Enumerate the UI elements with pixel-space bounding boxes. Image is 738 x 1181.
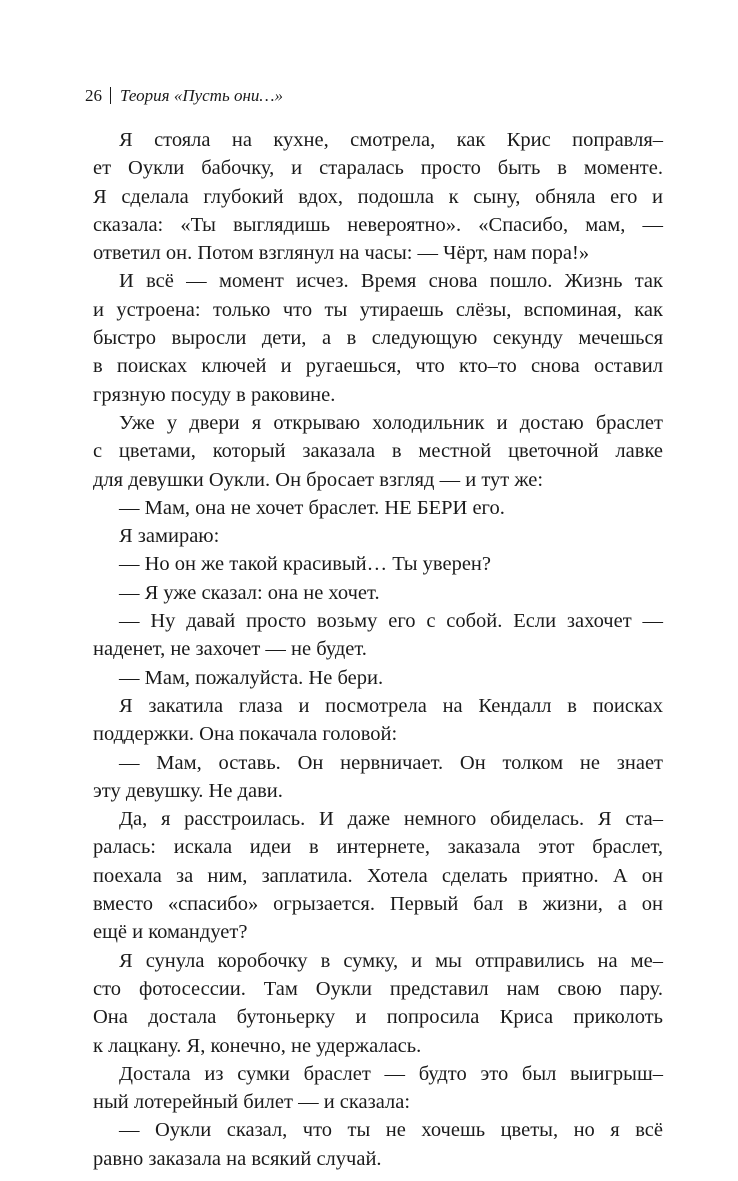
running-header: [85, 86, 283, 106]
paragraph: [93, 550, 663, 578]
text-line: — Мам, оставь. Он нервничает. Он толком не знает: [119, 751, 663, 774]
text-line: наденет, не захочет — не будет.: [93, 638, 367, 661]
text-line: — Мам, пожалуйста. Не бери.: [119, 666, 384, 689]
text-line: Я сделала глубокий вдох, подошла к сыну, обняла его и: [93, 185, 663, 208]
paragraph: [93, 522, 663, 550]
paragraph: [93, 805, 663, 946]
body-text: [93, 126, 663, 1173]
text-line: ралась: искала идеи в интернете, заказала этот браслет,: [93, 836, 663, 859]
text-line: к лацкану. Я, конечно, не удержалась.: [93, 1034, 422, 1057]
text-line: — Оукли сказал, что ты не хочешь цветы, но я всё: [119, 1119, 663, 1142]
text-line: — Я уже сказал: она не хочет.: [119, 581, 380, 604]
text-line: с цветами, который заказала в местной цветочной лавке: [93, 440, 663, 463]
running-title: Теория «Пусть они…»: [120, 86, 283, 105]
text-line: Я стояла на кухне, смотрела, как Крис поправля–: [119, 129, 663, 151]
text-line: эту девушку. Не дави.: [93, 779, 283, 802]
text-line: ный лотерейный билет — и сказала:: [93, 1091, 411, 1114]
text-line: поехала за ним, заплатила. Хотела сделать приятно. А он: [93, 864, 663, 887]
text-line: и устроена: только что ты утираешь слёзы, вспоминая, как: [93, 298, 663, 321]
text-line: для девушки Оукли. Он бросает взгляд — и тут же:: [93, 468, 544, 491]
paragraph: [93, 409, 663, 494]
text-line: Она достала бутоньерку и попросила Криса приколоть: [93, 1006, 663, 1029]
text-line: ещё и командует?: [93, 921, 248, 944]
text-line: ответил он. Потом взглянул на часы: — Чёрт, нам пора!»: [93, 242, 590, 265]
paragraph: [93, 947, 663, 1060]
page-number: 26: [85, 86, 102, 105]
text-line: равно заказала на всякий случай.: [93, 1147, 382, 1170]
paragraph: [93, 126, 663, 267]
paragraph: [93, 749, 663, 806]
paragraph: [93, 1060, 663, 1117]
text-line: сказала: «Ты выглядишь невероятно». «Спасибо, мам, —: [93, 213, 663, 236]
text-line: грязную посуду в раковине.: [93, 383, 336, 406]
text-line: Да, я расстроилась. И даже немного обиделась. Я ста–: [119, 808, 663, 831]
paragraph: [93, 267, 663, 408]
paragraph: [93, 664, 663, 692]
text-line: быстро выросли дети, а в следующую секунду мечешься: [93, 327, 663, 350]
text-line: Достала из сумки браслет — будто это был выигрыш–: [119, 1062, 663, 1085]
text-line: поддержки. Она покачала головой:: [93, 723, 398, 746]
text-line: сто фотосессии. Там Оукли представил нам свою пару.: [93, 977, 663, 1000]
text-line: — Но он же такой красивый… Ты уверен?: [119, 553, 491, 576]
text-line: Я замираю:: [119, 525, 220, 548]
paragraph: [93, 692, 663, 749]
text-line: Я сунула коробочку в сумку, и мы отправились на ме–: [119, 949, 663, 972]
text-line: Я закатила глаза и посмотрела на Кендалл в поисках: [119, 694, 663, 717]
text-line: — Ну давай просто возьму его с собой. Если захочет —: [119, 610, 663, 633]
paragraph: [93, 579, 663, 607]
text-line: Уже у двери я открываю холодильник и достаю браслет: [119, 411, 663, 434]
header-divider: [110, 87, 111, 104]
text-line: вместо «спасибо» огрызается. Первый бал в жизни, а он: [93, 893, 663, 916]
paragraph: [93, 1116, 663, 1173]
paragraph: [93, 607, 663, 664]
text-line: ет Оукли бабочку, и старалась просто быть в моменте.: [93, 157, 663, 180]
text-line: — Мам, она не хочет браслет. НЕ БЕРИ его.: [119, 496, 505, 519]
paragraph: [93, 494, 663, 522]
text-line: в поисках ключей и ругаешься, что кто–то снова оставил: [93, 355, 663, 378]
text-line: И всё — момент исчез. Время снова пошло. Жизнь так: [119, 270, 663, 293]
